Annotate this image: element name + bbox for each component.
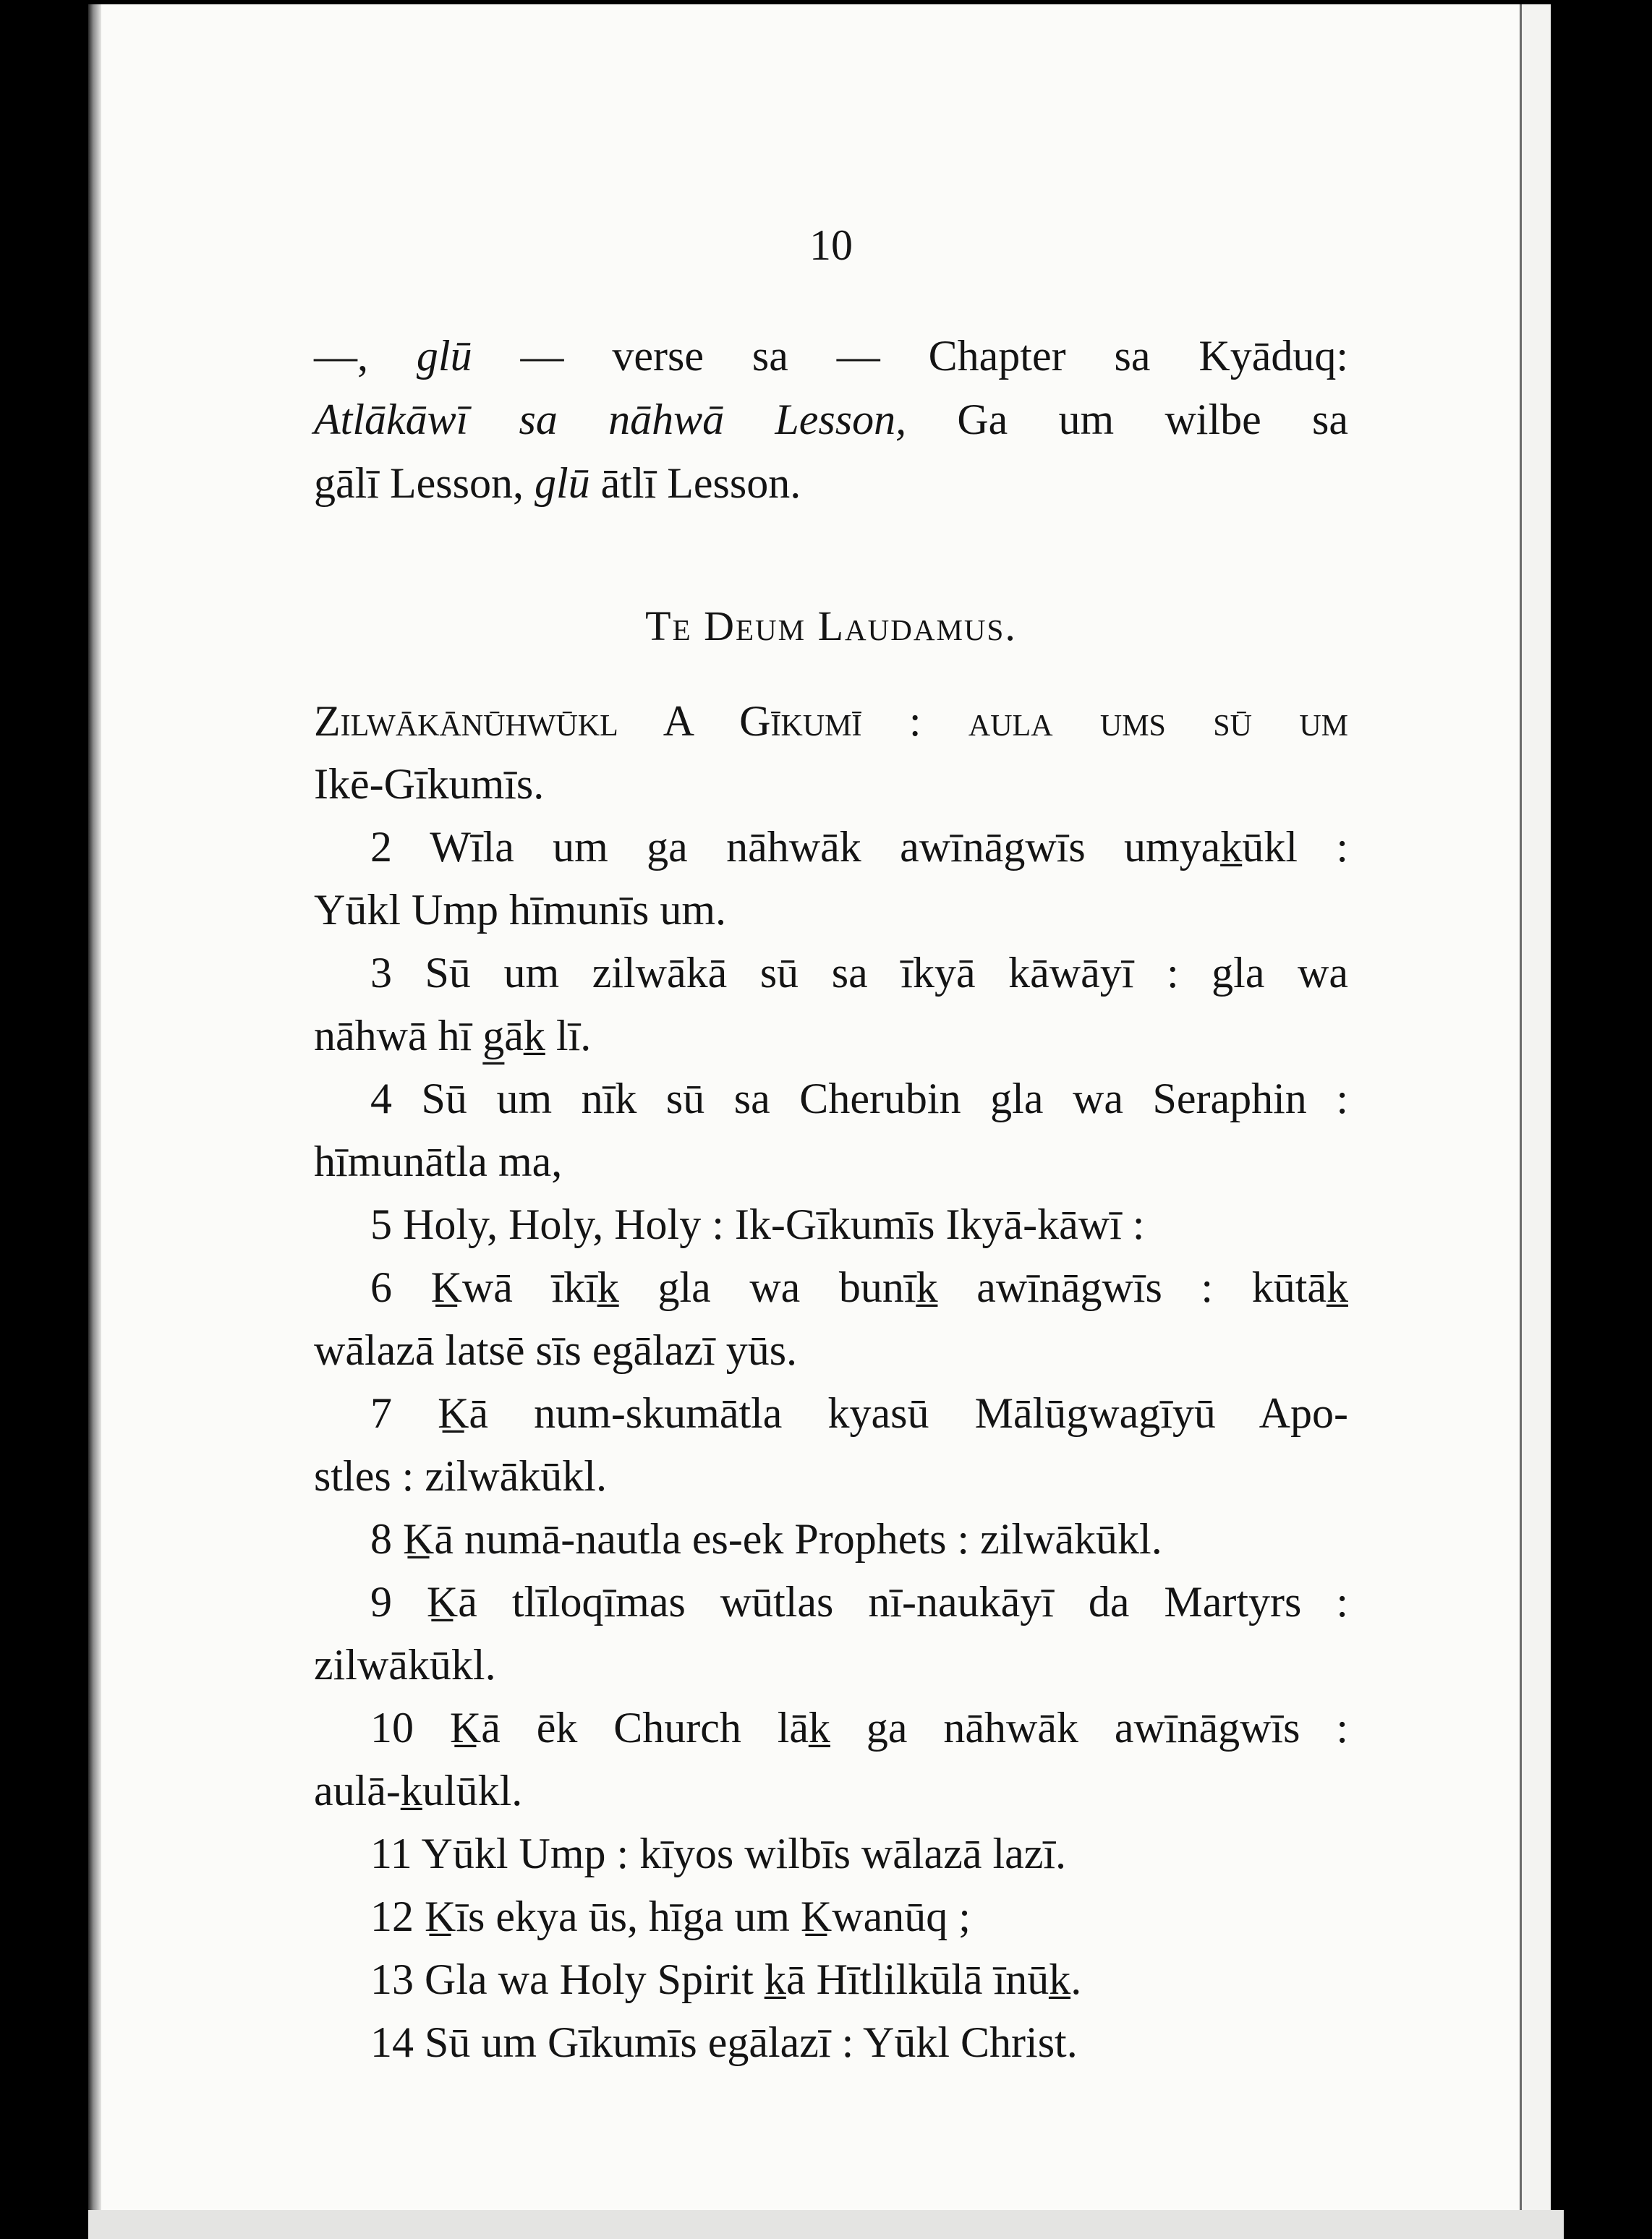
verse-continuation: Ikē-Gīkumīs. [314,760,545,808]
verse-first-line: 12 K̲īs ekya ūs, hīga um K̲wanūq ; [370,1893,971,1940]
verse-10 [314,1697,1348,1822]
verse-first-line: 4 Sū um nīk sū sa Cherubin gla wa Seraphin : [370,1075,1348,1122]
page-gutter-edge [88,4,101,2210]
verse-first-line: 5 Holy, Holy, Holy : Ik-Gīkumīs Ikyā-kāwī : [370,1200,1145,1248]
verse-continuation: Yūkl Ump hīmunīs um. [314,886,727,934]
verse-3 [314,942,1348,1067]
rubric-paragraph [314,324,1348,515]
verse-1 [314,690,1348,816]
verse-first-line: 3 Sū um zilwākā sū sa īkyā kāwāyī : gla wa [370,949,1348,997]
verse-continuation: wālazā latsē sīs egālazī yūs. [314,1326,798,1374]
verse-4 [314,1067,1348,1193]
verse-9 [314,1571,1348,1697]
verse-first-line: 8 K̲ā numā-nautla es-ek Prophets : zilwākūkl. [370,1515,1162,1563]
verse-list [314,690,1348,2074]
verse-continuation: aulā-k̲ulūkl. [314,1767,523,1814]
verse-first-line: 11 Yūkl Ump : kīyos wilbīs wālazā lazī. [370,1830,1067,1877]
verse-first-line: 7 K̲ā num-skumātla kyasū Mālūgwagīyū Apo- [370,1389,1348,1437]
rubric-line: —, glū — verse sa — Chapter sa Kyāduq: [314,332,1348,380]
verse-first-line: 10 K̲ā ēk Church lāk̲ ga nāhwāk awīnāgwīs : [370,1704,1348,1752]
page-fore-edge [1520,4,1551,2210]
verse-11 [314,1822,1348,1885]
verse-first-line: 6 K̲wā īkīk̲ gla wa bunīk̲ awīnāgwīs : kūtāk̲ [370,1263,1348,1311]
verse-6 [314,1256,1348,1382]
verse-first-line: 13 Gla wa Holy Spirit k̲ā Hītlilkūlā īnūk̲. [370,1956,1082,2003]
verse-12 [314,1885,1348,1948]
scan-bottom-edge [88,2210,1564,2239]
verse-first-line: 14 Sū um Gīkumīs egālazī : Yūkl Christ. [370,2018,1078,2066]
verse-continuation: zilwākūkl. [314,1641,496,1689]
verse-continuation: hīmunātla ma, [314,1138,563,1185]
verse-8 [314,1508,1348,1571]
verse-continuation: stles : zilwākūkl. [314,1452,607,1500]
hymn-title: Te Deum Laudamus. [645,602,1017,649]
verse-14 [314,2011,1348,2074]
verse-7 [314,1382,1348,1508]
verse-5 [314,1193,1348,1256]
verse-2 [314,816,1348,942]
page-number: 10 [809,221,853,269]
verse-first-line: Zilwākānūhwūkl A Gīkumī : aula ums sū um [314,697,1348,745]
verse-13 [314,1948,1348,2011]
rubric-line: gālī Lesson, glū ātlī Lesson. [314,459,801,507]
verse-first-line: 9 K̲ā tlīloqīmas wūtlas nī-naukāyī da Martyrs : [370,1578,1348,1626]
verse-continuation: nāhwā hī g̲āk̲ lī. [314,1012,592,1059]
rubric-line: Atlākāwī sa nāhwā Lesson, Ga um wilbe sa [314,396,1348,443]
verse-first-line: 2 Wīla um ga nāhwāk awīnāgwīs umyak̲ūkl : [370,823,1348,871]
